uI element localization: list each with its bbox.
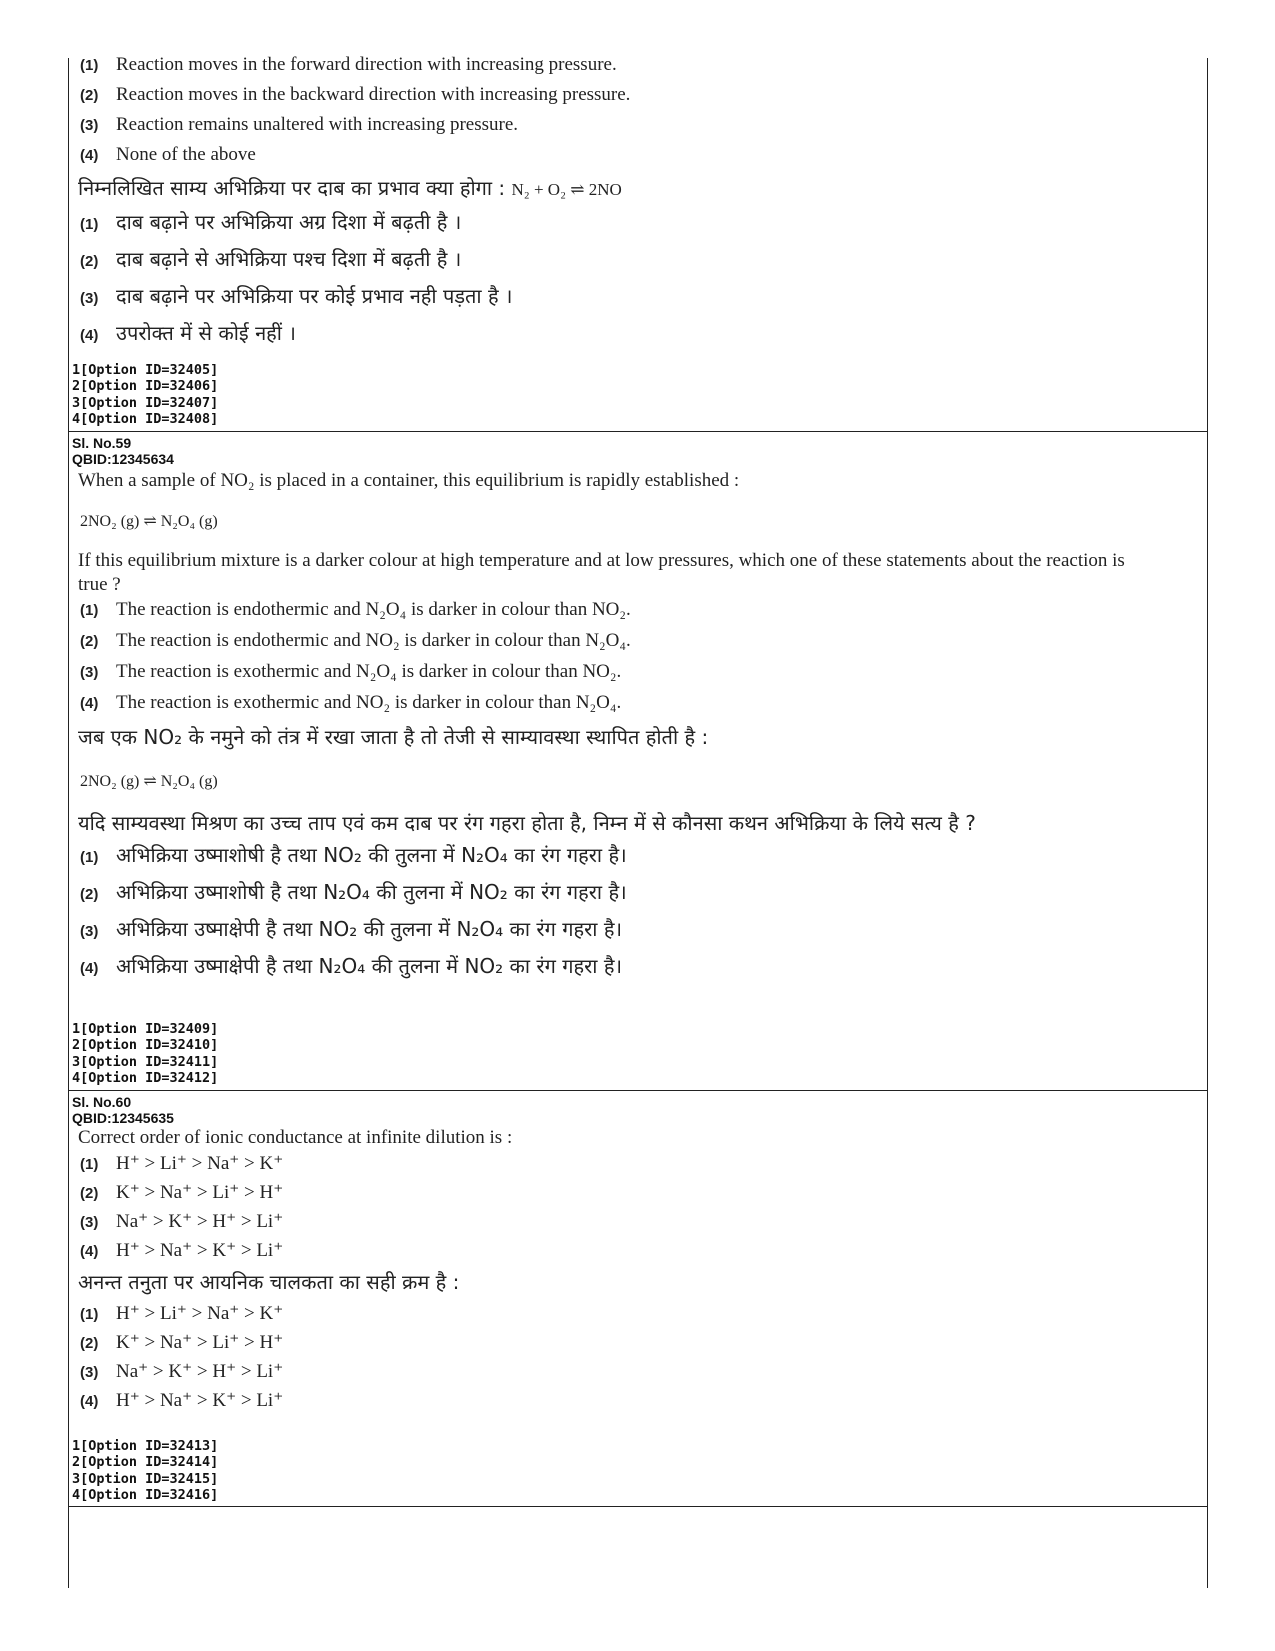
option-number: (2) bbox=[80, 886, 99, 903]
option-en-4 bbox=[72, 692, 1192, 723]
option-hi-1 bbox=[72, 208, 1192, 245]
option-number: (3) bbox=[80, 1364, 99, 1381]
option-number: (3) bbox=[80, 290, 99, 307]
option-text: अभिक्रिया उष्माक्षेपी है तथा N₂O₄ की तुलना में NO₂ का रंग गहरा है। bbox=[116, 954, 623, 978]
option-id: 4[Option ID=32408] bbox=[72, 410, 219, 427]
option-number: (1) bbox=[80, 602, 99, 619]
option-en-4 bbox=[72, 1239, 1192, 1268]
question-text-hindi: यदि साम्यवस्था मिश्रण का उच्च ताप एवं कम दाब पर रंग गहरा होता है, निम्न में से कौनसा कथन अभिक्रिया के लिये सत्य है ? bbox=[78, 811, 976, 835]
question-stem-hindi: अनन्त तनुता पर आयनिक चालकता का सही क्रम है : bbox=[78, 1270, 460, 1294]
equation: N₂ + O₂ ⇌ 2NO bbox=[511, 180, 622, 199]
option-id: 1[Option ID=32413] bbox=[72, 1438, 219, 1454]
option-number: (3) bbox=[80, 664, 99, 681]
option-text: H⁺ > Na⁺ > K⁺ > Li⁺ bbox=[116, 1390, 284, 1411]
option-text: The reaction is exothermic and N₂O₄ is darker in colour than NO₂. bbox=[116, 661, 622, 682]
option-id: 3[Option ID=32407] bbox=[72, 394, 219, 411]
option-id: 4[Option ID=32416] bbox=[72, 1486, 219, 1503]
option-text: दाब बढ़ाने से अभिक्रिया पश्च दिशा में बढ़ती है । bbox=[116, 247, 462, 271]
question-59 bbox=[72, 436, 1192, 989]
option-en-1 bbox=[72, 54, 1192, 84]
option-text: Reaction moves in the backward direction with increasing pressure. bbox=[116, 84, 631, 105]
option-number: (3) bbox=[80, 117, 99, 134]
option-text: H⁺ > Li⁺ > Na⁺ > K⁺ bbox=[116, 1303, 284, 1324]
question-text: If this equilibrium mixture is a darker colour at high temperature and at low pressures, which one of these statements about the reaction is true ? bbox=[78, 550, 1125, 595]
option-hi-1 bbox=[72, 1302, 1192, 1331]
question-stem-hindi: जब एक NO₂ के नमुने को तंत्र में रखा जाता है तो तेजी से साम्यावस्था स्थापित होती है : bbox=[78, 725, 709, 749]
option-text: H⁺ > Na⁺ > K⁺ > Li⁺ bbox=[116, 1240, 284, 1261]
option-number: (1) bbox=[80, 1156, 99, 1173]
option-hi-4 bbox=[72, 1389, 1192, 1418]
question-stem-hindi bbox=[72, 174, 1192, 208]
option-id: 1[Option ID=32405] bbox=[72, 362, 219, 378]
option-text: Reaction moves in the forward direction with increasing pressure. bbox=[116, 54, 617, 75]
question-bank-id: QBID:12345635 bbox=[72, 1109, 174, 1126]
option-number: (3) bbox=[80, 1214, 99, 1231]
question-bank-id: QBID:12345634 bbox=[72, 450, 174, 467]
option-id: 2[Option ID=32414] bbox=[72, 1454, 219, 1471]
stem-text: निम्नलिखित साम्य अभिक्रिया पर दाब का प्रभाव क्या होगा : bbox=[78, 176, 506, 200]
option-text: The reaction is endothermic and NO₂ is darker in colour than N₂O₄. bbox=[116, 630, 631, 651]
equation: 2NO₂ (g) ⇌ N₂O₄ (g) bbox=[80, 773, 218, 790]
option-number: (4) bbox=[80, 960, 99, 977]
option-id: 2[Option ID=32410] bbox=[72, 1037, 219, 1054]
option-number: (2) bbox=[80, 1185, 99, 1202]
option-id-list bbox=[72, 1438, 1192, 1503]
option-text: दाब बढ़ाने पर अभिक्रिया पर कोई प्रभाव नही पड़ता है । bbox=[116, 284, 513, 308]
question-divider bbox=[68, 1090, 1207, 1091]
option-text: The reaction is endothermic and N₂O₄ is darker in colour than NO₂. bbox=[116, 599, 631, 620]
question-divider bbox=[68, 431, 1207, 432]
option-number: (1) bbox=[80, 849, 99, 866]
option-en-3 bbox=[72, 661, 1192, 692]
equation: 2NO₂ (g) ⇌ N₂O₄ (g) bbox=[80, 513, 218, 530]
option-number: (4) bbox=[80, 327, 99, 344]
option-text: अभिक्रिया उष्माक्षेपी है तथा NO₂ की तुलना में N₂O₄ का रंग गहरा है। bbox=[116, 917, 623, 941]
option-en-1 bbox=[72, 599, 1192, 630]
option-en-2 bbox=[72, 1181, 1192, 1210]
option-number: (4) bbox=[80, 147, 99, 164]
option-text: K⁺ > Na⁺ > Li⁺ > H⁺ bbox=[116, 1332, 284, 1353]
option-text: Na⁺ > K⁺ > H⁺ > Li⁺ bbox=[116, 1361, 284, 1382]
option-text: H⁺ > Li⁺ > Na⁺ > K⁺ bbox=[116, 1153, 284, 1174]
option-text: अभिक्रिया उष्माशोषी है तथा N₂O₄ की तुलना में NO₂ का रंग गहरा है। bbox=[116, 880, 627, 904]
option-en-1 bbox=[72, 1152, 1192, 1181]
option-text: The reaction is exothermic and NO₂ is darker in colour than N₂O₄. bbox=[116, 692, 622, 713]
option-text: K⁺ > Na⁺ > Li⁺ > H⁺ bbox=[116, 1182, 284, 1203]
option-en-2 bbox=[72, 84, 1192, 114]
serial-number: Sl. No.59 bbox=[72, 435, 132, 451]
option-hi-3 bbox=[72, 1360, 1192, 1389]
option-text: अभिक्रिया उष्माशोषी है तथा NO₂ की तुलना में N₂O₄ का रंग गहरा है। bbox=[116, 843, 627, 867]
option-en-3 bbox=[72, 1210, 1192, 1239]
option-number: (3) bbox=[80, 923, 99, 940]
option-hi-3 bbox=[72, 915, 1192, 952]
option-number: (4) bbox=[80, 695, 99, 712]
option-text: उपरोक्त में से कोई नहीं । bbox=[116, 321, 296, 345]
option-en-2 bbox=[72, 630, 1192, 661]
option-en-3 bbox=[72, 114, 1192, 144]
option-id: 2[Option ID=32406] bbox=[72, 378, 219, 395]
option-number: (4) bbox=[80, 1243, 99, 1260]
option-id-list bbox=[72, 1021, 1192, 1086]
option-en-4 bbox=[72, 144, 1192, 174]
option-hi-4 bbox=[72, 319, 1192, 356]
option-text: दाब बढ़ाने पर अभिक्रिया अग्र दिशा में बढ़ती है । bbox=[116, 210, 462, 234]
serial-number: Sl. No.60 bbox=[72, 1094, 132, 1110]
option-id: 4[Option ID=32412] bbox=[72, 1069, 219, 1086]
question-divider bbox=[68, 1506, 1207, 1507]
option-hi-1 bbox=[72, 841, 1192, 878]
option-id: 1[Option ID=32409] bbox=[72, 1021, 219, 1037]
option-number: (1) bbox=[80, 1306, 99, 1323]
option-number: (2) bbox=[80, 1335, 99, 1352]
option-id: 3[Option ID=32415] bbox=[72, 1470, 219, 1487]
option-number: (1) bbox=[80, 57, 99, 74]
option-hi-2 bbox=[72, 1331, 1192, 1360]
question-60 bbox=[72, 1095, 1192, 1418]
option-hi-4 bbox=[72, 952, 1192, 989]
question-58 bbox=[72, 54, 1192, 356]
option-id-list bbox=[72, 362, 1192, 427]
option-hi-2 bbox=[72, 878, 1192, 915]
option-text: Na⁺ > K⁺ > H⁺ > Li⁺ bbox=[116, 1211, 284, 1232]
option-text: None of the above bbox=[116, 144, 256, 165]
option-number: (2) bbox=[80, 253, 99, 270]
option-text: Reaction remains unaltered with increasing pressure. bbox=[116, 114, 519, 135]
option-id: 3[Option ID=32411] bbox=[72, 1053, 219, 1070]
option-number: (1) bbox=[80, 216, 99, 233]
option-number: (2) bbox=[80, 633, 99, 650]
option-hi-3 bbox=[72, 282, 1192, 319]
option-number: (2) bbox=[80, 87, 99, 104]
option-number: (4) bbox=[80, 1393, 99, 1410]
question-stem: Correct order of ionic conductance at infinite dilution is : bbox=[78, 1127, 513, 1148]
question-stem: When a sample of NO₂ is placed in a container, this equilibrium is rapidly established : bbox=[78, 470, 740, 491]
option-hi-2 bbox=[72, 245, 1192, 282]
